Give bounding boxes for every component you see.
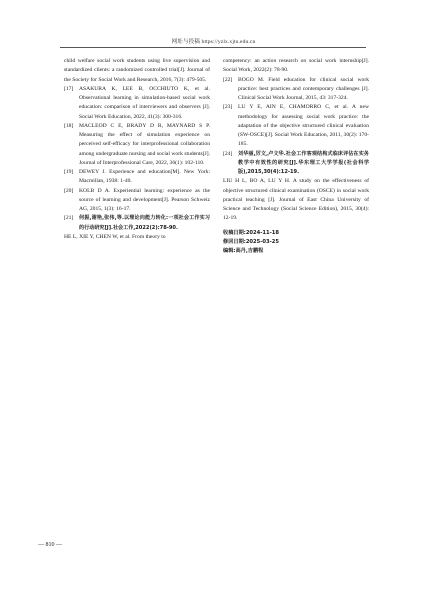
- reference-24: [24] 刘华丽,厉文,卢文华.社会工作客观结构式临床评估在实务教学中有效性的研究[J].华东理工大学学报(社会科学版),2015,30(4):12-19.: [223, 150, 369, 175]
- reference-17: [17] ASAKURA K, LEE B, OCCHIUTO K, et al. Observational learning in simulation-based social work education: comparison of interviewers and observers [J]. Social Work Education, 2022, 41(3): 300-316.: [64, 85, 210, 120]
- left-column: [64, 57, 210, 242]
- reference-21: [21] 何振,谢艳,张伟,等.以理论向能力转化:一项社会工作实习的行动研究[J].社会工作,2022(2):78-90.: [64, 215, 210, 231]
- journal-url: 网址与投稿 https://yzlx.xjtu.edu.cn: [171, 39, 256, 45]
- reference-18: [18] MACLEOD C E, BRADY D R, MAYNARD S P. Measuring the effect of simulation experience on perceived self-efficacy for interprofessional collaboration among undergraduate nursing and social work students[J]. Journal of Interprofessional Care, 2022, 36(1): 102-110.: [64, 122, 210, 166]
- article-metadata: [223, 229, 369, 257]
- reference-22: [22] BOGO M. Field education for clinical social work practice: best practices and contemporary challenges [J]. Clinical Social Work Journal, 2015, 43: 317-324.: [223, 76, 369, 101]
- revised-date: 修回日期:2025-03-25: [223, 238, 280, 245]
- page-number: — 810 —: [38, 542, 62, 548]
- reference-continuation: child welfare social work students using live supervision and standardized clients: a randomized controlled trial[J]. Journal of the Society for Social Work and Research, 2016, 7(3): 479-505.: [64, 58, 210, 83]
- reference-20: [20] KOLB D A. Experiential learning: experience as the source of learning and development[J]. Pearson Schweiz AG, 2015, 1(3): 16-17.: [64, 187, 210, 212]
- received-date: 收稿日期:2024-11-18: [223, 229, 280, 236]
- right-column: [223, 57, 369, 256]
- reference-24-translation: LIU H L, BO A, LU Y H. A study on the effectiveness of objective structured clinical examination (OSCE) in social work practical teaching [J]. Journal of East China University of Science and Technology (Social Science Edition), 2015, 30(4): 12-19.: [223, 178, 369, 222]
- reference-21-translation: HE L, XIE Y, CHEN W, et al. From theory to: [64, 233, 166, 240]
- editor-credit: 编辑:高丹,吉鹏程: [223, 248, 264, 254]
- reference-continuation: competency: an action research on social work internship[J]. Social Work, 2022(2): 78-90.: [223, 58, 369, 74]
- header-divider: [60, 47, 366, 48]
- reference-23: [23] LU Y E, AIN E, CHAMORRO C, et al. A new methodology for assessing social work practice: the adaptation of the objective structured clinical evaluation (SW-OSCE)[J]. Social Work Education, 2011, 30(2): 170-185.: [223, 104, 369, 148]
- running-header: [0, 37, 427, 45]
- reference-19: [19] DEWEY J. Experience and education[M]. New York: Macmillan, 1938: 1-40.: [64, 169, 210, 185]
